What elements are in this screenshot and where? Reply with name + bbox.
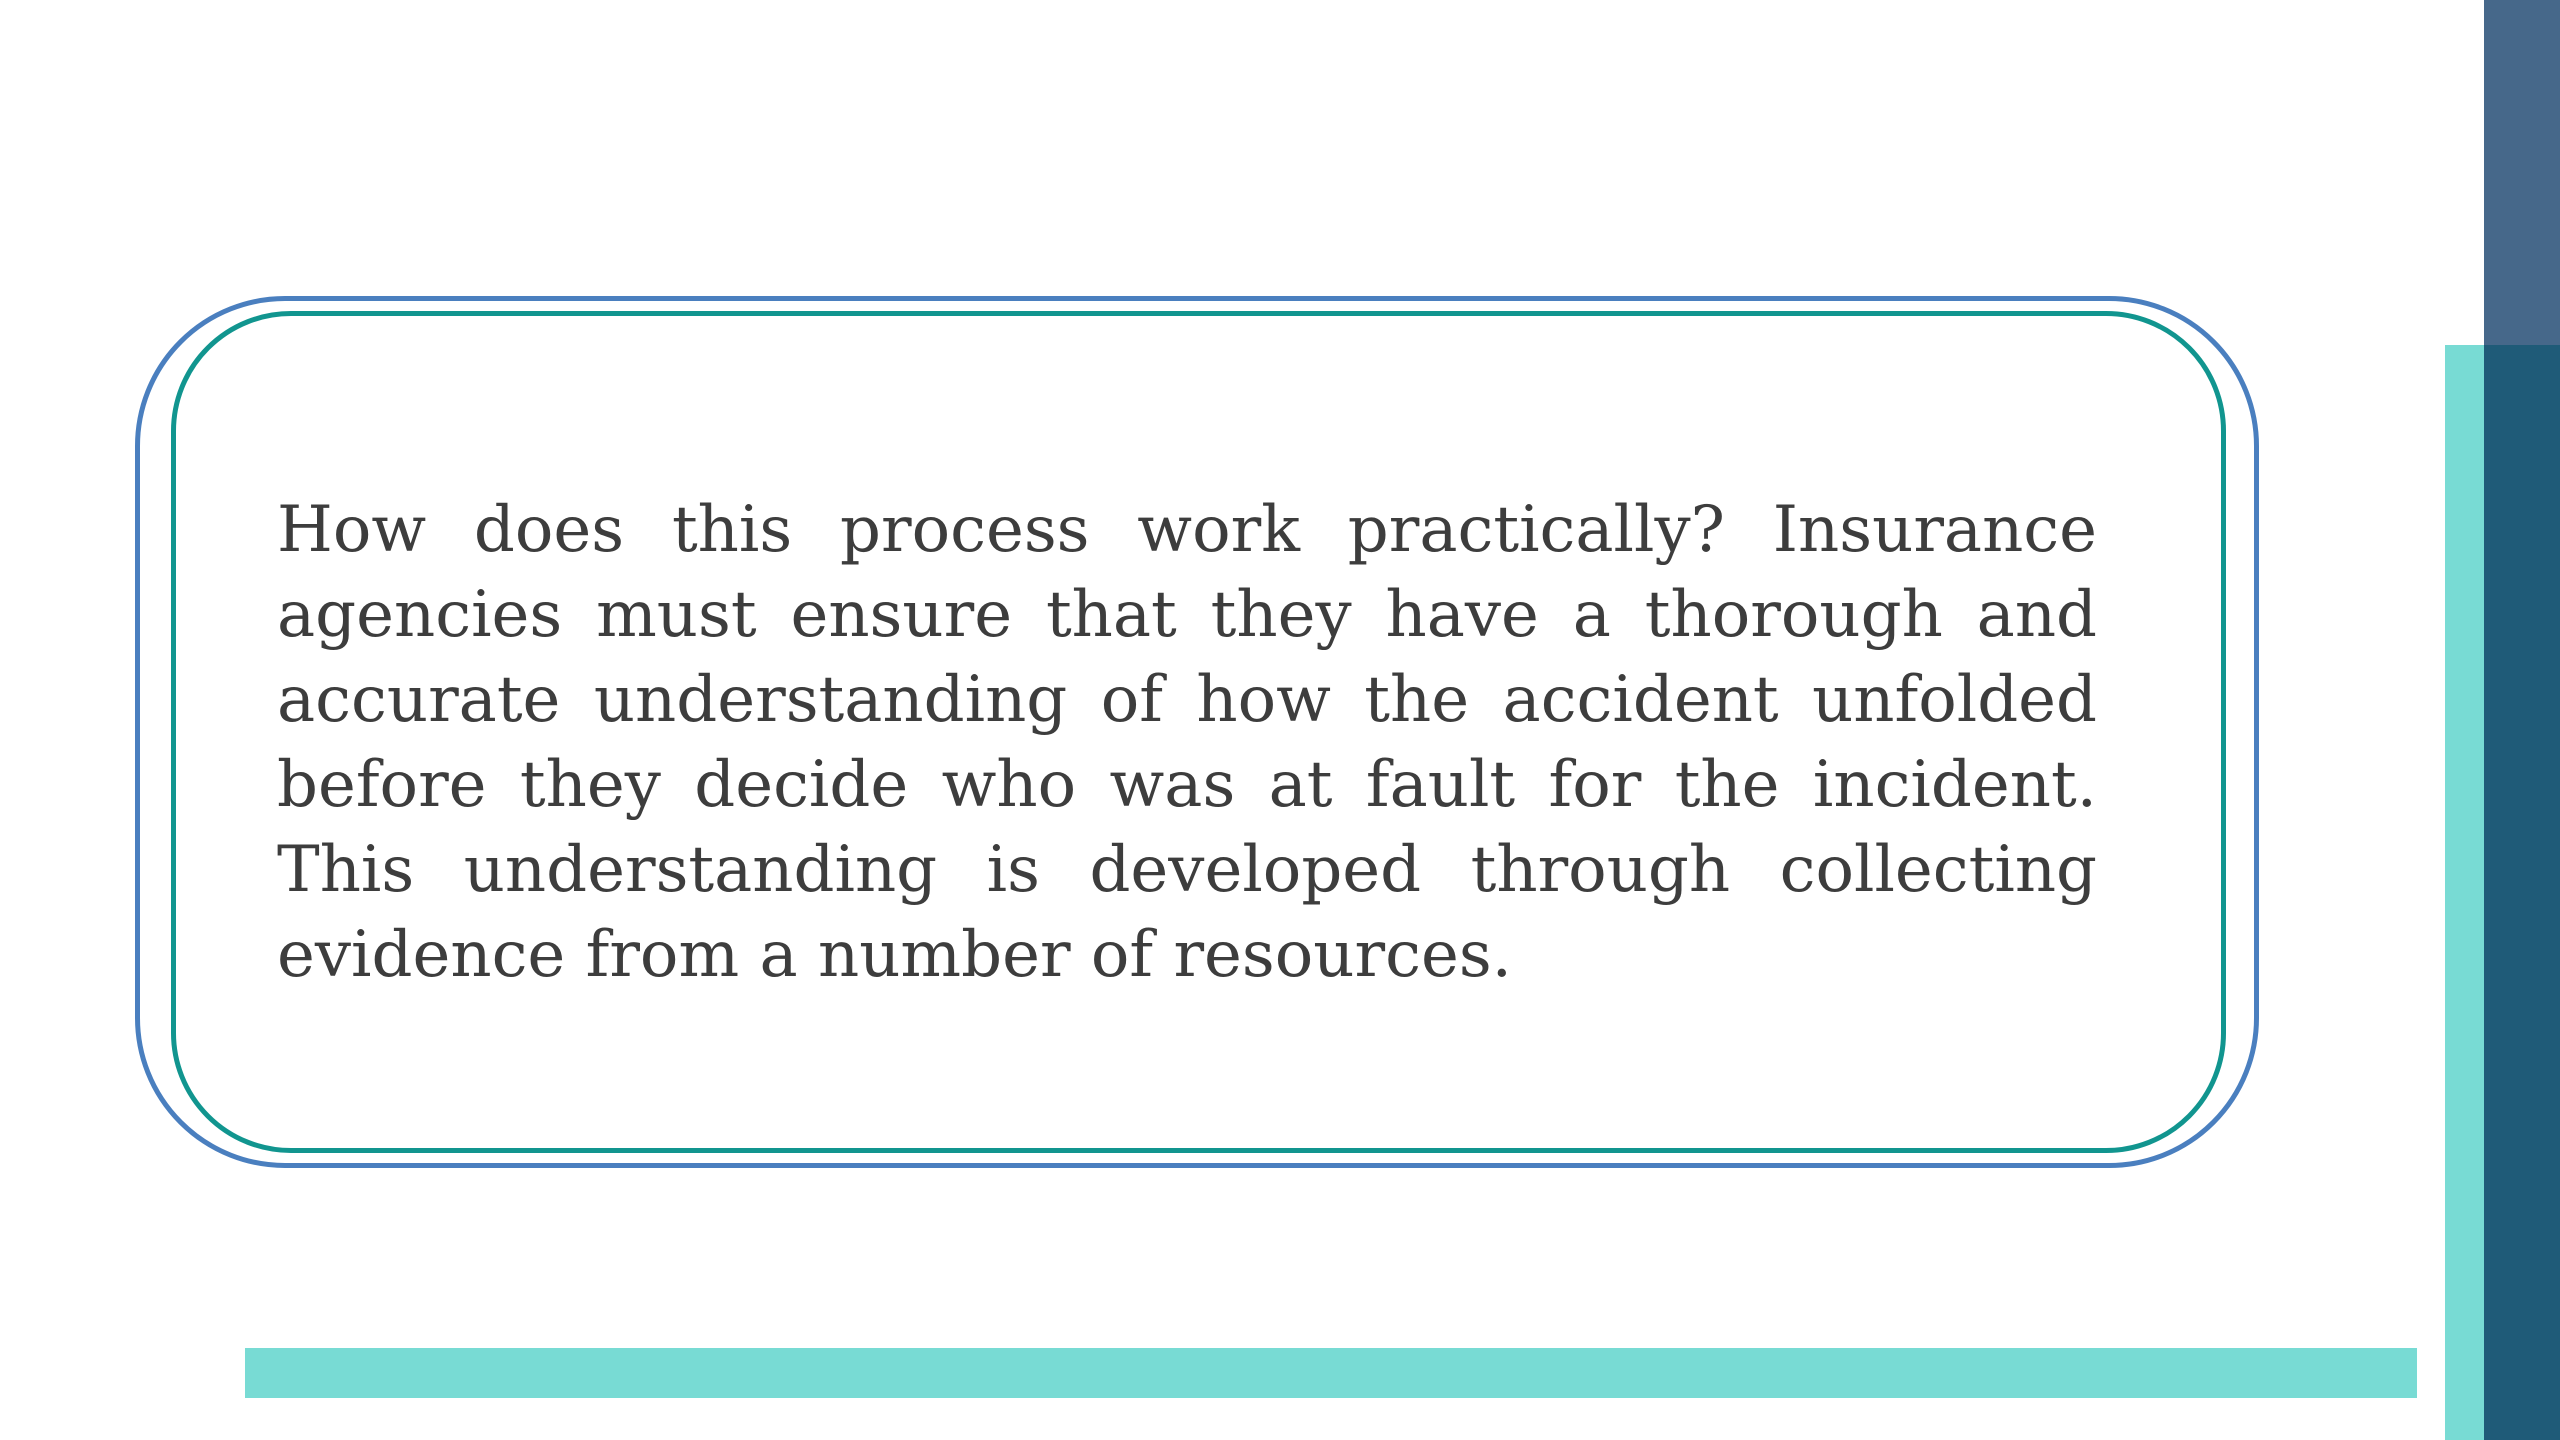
body-paragraph: How does this process work practically? Insurance agencies must ensure that they have a thorough and accurate understanding of how the accident unfolded before they decide who was at fault for the incident. This understanding is developed through collecting evidence from a number of resources. [277,493,2097,992]
right-teal-bar [2445,345,2484,1440]
bottom-teal-bar [245,1348,2417,1398]
right-dark-blue-bar [2484,345,2560,1440]
